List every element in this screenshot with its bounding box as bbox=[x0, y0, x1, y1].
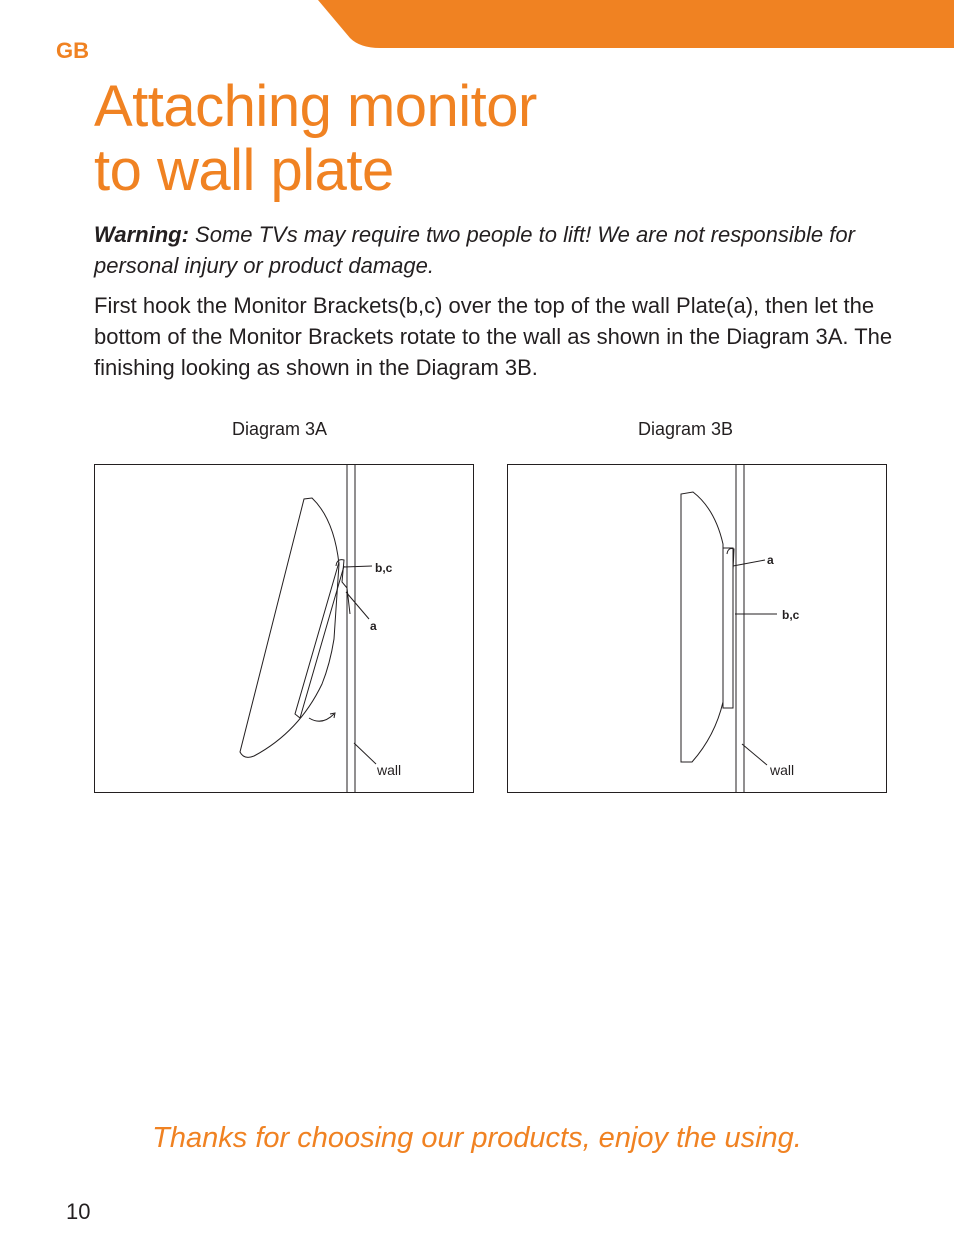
page-title bbox=[94, 75, 537, 203]
diagram-3b-caption: Diagram 3B bbox=[638, 419, 734, 439]
diagram-3a-label-bc: b,c bbox=[375, 561, 393, 575]
diagram-3a-label-wall: wall bbox=[377, 762, 402, 778]
page-title-line-1: Attaching monitor bbox=[94, 74, 537, 139]
warning-text: Some TVs may require two people to lift! We are not responsible for personal injury or product damage. bbox=[94, 222, 855, 278]
thanks-message: Thanks for choosing our products, enjoy the using. bbox=[152, 1122, 802, 1154]
header-accent-tab bbox=[0, 0, 954, 50]
diagram-3a-monitor-bracket bbox=[295, 562, 344, 718]
diagram-3b-label-a: a bbox=[767, 553, 774, 567]
diagram-3b-frame bbox=[508, 465, 887, 793]
diagram-3b-monitor-bracket bbox=[723, 548, 733, 708]
diagram-3b-leader-wall bbox=[742, 744, 767, 765]
diagram-3b-leader-a bbox=[733, 560, 765, 566]
diagram-3a-leader-wall bbox=[354, 743, 376, 764]
diagram-3a bbox=[94, 464, 474, 793]
warning-paragraph bbox=[94, 219, 894, 281]
diagram-3a-leader-bc bbox=[344, 566, 372, 567]
diagram-3b-monitor-body bbox=[681, 492, 723, 762]
diagram-3a-rotation-arrow bbox=[309, 714, 334, 721]
warning-label: Warning: bbox=[94, 222, 189, 247]
page-number: 10 bbox=[66, 1199, 91, 1224]
diagram-3b-label-bc: b,c bbox=[782, 608, 800, 622]
diagram-3a-label-a: a bbox=[370, 619, 377, 633]
diagram-3b bbox=[507, 464, 887, 793]
diagram-3b-label-wall: wall bbox=[770, 762, 795, 778]
diagram-3a-caption: Diagram 3A bbox=[232, 419, 328, 439]
page-title-line-2: to wall plate bbox=[94, 138, 394, 203]
language-code: GB bbox=[56, 38, 89, 63]
diagram-3a-monitor-body bbox=[240, 498, 339, 757]
instruction-paragraph: First hook the Monitor Brackets(b,c) over the top of the wall Plate(a), then let the bottom of the Monitor Brackets rotate to the wall as shown in the Diagram 3A. The finishing looking as shown in the Diagram 3B. bbox=[94, 293, 893, 380]
diagram-3a-frame bbox=[95, 465, 474, 793]
